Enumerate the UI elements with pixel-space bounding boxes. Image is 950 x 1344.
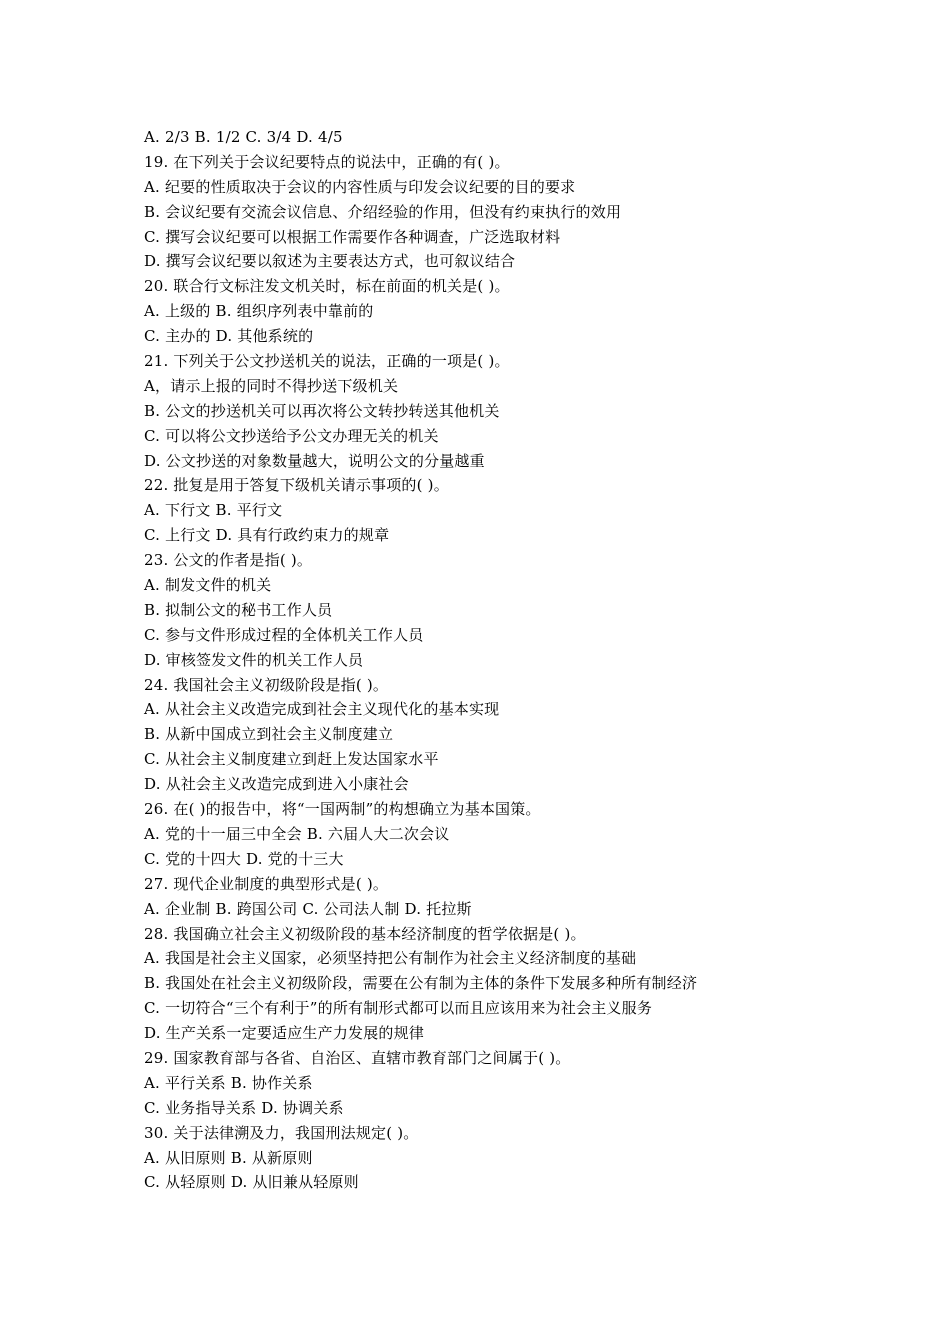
answer-options-line: A. 2/3 B. 1/2 C. 3/4 D. 4/5: [144, 128, 343, 146]
option-line: A. 下行文 B. 平行文: [144, 501, 283, 520]
option-line: C. 上行文 D. 具有行政约束力的规章: [144, 526, 390, 545]
option-line: A. 企业制 B. 跨国公司 C. 公司法人制 D. 托拉斯: [144, 899, 472, 918]
option-line: B. 我国处在社会主义初级阶段，需要在公有制为主体的条件下发展多种所有制经济: [144, 974, 698, 993]
option-line: A. 上级的 B. 组织序列表中靠前的: [144, 302, 374, 321]
question-30: 30. 关于法律溯及力，我国刑法规定( )。: [144, 1123, 419, 1142]
question-20: 20. 联合行文标注发文机关时，标在前面的机关是( )。: [144, 277, 510, 296]
document-page: [144, 125, 844, 1195]
option-line: C. 业务指导关系 D. 协调关系: [144, 1098, 344, 1117]
option-line: A. 党的十一届三中全会 B. 六届人大二次会议: [144, 824, 450, 843]
question-19: 19. 在下列关于会议纪要特点的说法中，正确的有( )。: [144, 152, 510, 171]
option-line: C. 撰写会议纪要可以根据工作需要作各种调查，广泛选取材料: [144, 227, 561, 246]
option-line: A. 从旧原则 B. 从新原则: [144, 1148, 313, 1167]
question-26: 26. 在( )的报告中，将“一国两制”的构想确立为基本国策。: [144, 800, 541, 819]
option-line: A. 制发文件的机关: [144, 576, 272, 595]
question-21: 21. 下列关于公文抄送机关的说法，正确的一项是( )。: [144, 352, 510, 371]
question-22: 22. 批复是用于答复下级机关请示事项的( )。: [144, 476, 449, 495]
option-line: B. 从新中国成立到社会主义制度建立: [144, 725, 394, 744]
option-line: A，请示上报的同时不得抄送下级机关: [144, 376, 399, 395]
option-line: C. 参与文件形成过程的全体机关工作人员: [144, 625, 424, 644]
option-line: A. 从社会主义改造完成到社会主义现代化的基本实现: [144, 700, 500, 719]
option-line: A. 平行关系 B. 协作关系: [144, 1073, 313, 1092]
option-line: B. 公文的抄送机关可以再次将公文转抄转送其他机关: [144, 401, 500, 420]
option-line: C. 党的十四大 D. 党的十三大: [144, 849, 344, 868]
option-line: D. 审核签发文件的机关工作人员: [144, 650, 364, 669]
question-28: 28. 我国确立社会主义初级阶段的基本经济制度的哲学依据是( )。: [144, 924, 586, 943]
option-line: D. 生产关系一定要适应生产力发展的规律: [144, 1024, 425, 1043]
question-23: 23. 公文的作者是指( )。: [144, 551, 313, 570]
option-line: B. 会议纪要有交流会议信息、介绍经验的作用，但没有约束执行的效用: [144, 202, 622, 221]
option-line: A. 我国是社会主义国家，必须坚持把公有制作为社会主义经济制度的基础: [144, 949, 637, 968]
option-line: B. 拟制公文的秘书工作人员: [144, 600, 333, 619]
question-27: 27. 现代企业制度的典型形式是( )。: [144, 874, 389, 893]
option-line: D. 撰写会议纪要以叙述为主要表达方式，也可叙议结合: [144, 252, 516, 271]
option-line: C. 可以将公文抄送给予公文办理无关的机关: [144, 426, 439, 445]
option-line: A. 纪要的性质取决于会议的内容性质与印发会议纪要的目的要求: [144, 177, 576, 196]
option-line: D. 从社会主义改造完成到进入小康社会: [144, 775, 409, 794]
option-line: C. 从社会主义制度建立到赶上发达国家水平: [144, 750, 439, 769]
option-line: C. 一切符合“三个有利于”的所有制形式都可以而且应该用来为社会主义服务: [144, 999, 653, 1018]
option-line: C. 从轻原则 D. 从旧兼从轻原则: [144, 1173, 359, 1192]
option-line: C. 主办的 D. 其他系统的: [144, 327, 314, 346]
option-line: D. 公文抄送的对象数量越大，说明公文的分量越重: [144, 451, 485, 470]
question-24: 24. 我国社会主义初级阶段是指( )。: [144, 675, 389, 694]
question-29: 29. 国家教育部与各省、自治区、直辖市教育部门之间属于( )。: [144, 1048, 571, 1067]
